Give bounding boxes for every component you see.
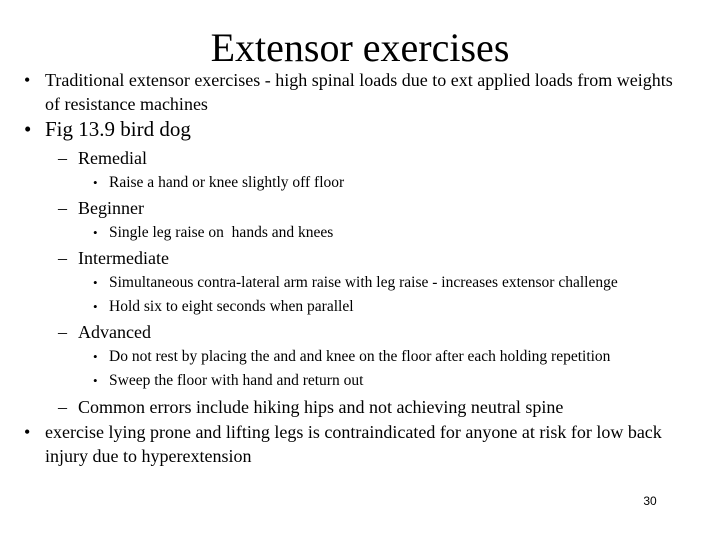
bullet-marker: • <box>93 373 98 388</box>
dash-marker: – <box>58 322 67 342</box>
dash-marker: – <box>58 248 67 268</box>
bullet-marker: • <box>93 349 98 364</box>
level-label: Advanced <box>78 322 151 342</box>
item-text: Raise a hand or knee slightly off floor <box>109 174 345 191</box>
bullet-text: Traditional extensor exercises - high spinal loads due to ext applied loads from weights of resistance machines <box>45 70 673 114</box>
bullet-marker: • <box>93 275 98 290</box>
item-text: Do not rest by placing the and and knee on the floor after each holding repetition <box>109 348 611 365</box>
dash-marker: – <box>58 397 67 417</box>
level-label: Intermediate <box>78 248 169 268</box>
level-label: Beginner <box>78 198 144 218</box>
item-text: Simultaneous contra-lateral arm raise with leg raise - increases extensor challenge <box>109 274 618 291</box>
bullet-marker: • <box>24 117 32 141</box>
bullet-marker: • <box>24 70 31 90</box>
bullet-text: exercise lying prone and lifting legs is contraindicated for anyone at risk for low back injury due to hyperextension <box>45 422 662 466</box>
common-errors-text: Common errors include hiking hips and not achieving neutral spine <box>78 397 564 417</box>
bullet-text: Fig 13.9 bird dog <box>45 117 191 141</box>
dash-marker: – <box>58 148 67 168</box>
bullet-marker: • <box>93 175 98 190</box>
bullet-marker: • <box>24 422 31 442</box>
bullet-marker: • <box>93 299 98 314</box>
item-text: Single leg raise on hands and knees <box>109 224 334 241</box>
level-label: Remedial <box>78 148 147 168</box>
dash-marker: – <box>58 198 67 218</box>
slide-title: Extensor exercises <box>210 25 510 70</box>
page-number: 30 <box>643 494 657 508</box>
bullet-marker: • <box>93 225 98 240</box>
item-text: Sweep the floor with hand and return out <box>109 372 364 389</box>
item-text: Hold six to eight seconds when parallel <box>109 298 354 315</box>
